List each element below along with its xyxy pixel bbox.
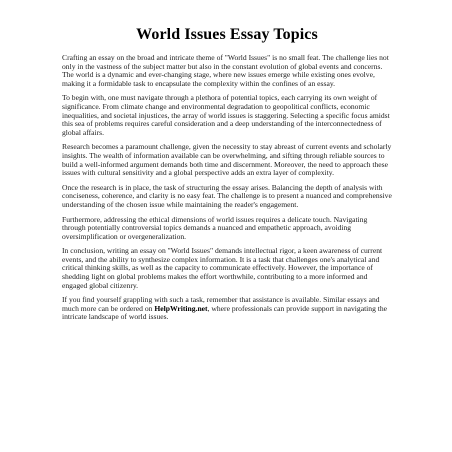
paragraph-structure: Once the research is in place, the task of structuring the essay arises. Balancing the depth of analysis with conciseness, coherence, and clarity is no easy feat. The challenge is to present a nuanced and comprehensive understanding of the chosen issue while maintaining the reader's engagement. — [62, 182, 392, 209]
paragraph-help — [62, 296, 392, 322]
paragraph-conclusion: In conclusion, writing an essay on "World Issues" demands intellectual rigor, a keen awareness of current events, and the ability to synthesize complex information. It is a task that challenges one's analytical and critical thinking skills, as well as the capacity to communicate effectively. However, the importance of shedding light on global problems makes the effort worthwhile, contributing to a more informed and engaged global citizenry. — [62, 246, 383, 290]
paragraph-intro: Crafting an essay on the broad and intricate theme of "World Issues" is no small feat. The challenge lies not only in the vastness of the subject matter but also in the constant evolution of global events and concerns. The world is a dynamic and ever-changing stage, where new issues emerge while existing ones evolve, making it a formidable task to encapsulate the complexity within the confines of an essay. — [62, 53, 389, 88]
paragraph-research: Research becomes a paramount challenge, given the necessity to stay abreast of current events and scholarly insights. The wealth of information available can be overwhelming, and sifting through reliable sources to build a well-informed argument demands both time and discernment. Moreover, the need to approach these issues with cultural sensitivity and a global perspective adds an extra layer of complexity. — [62, 142, 392, 178]
paragraph-topics: To begin with, one must navigate through a plethora of potential topics, each carrying its own weight of significance. From climate change and environmental degradation to geopolitical conflicts, economic inequalities, and societal injustices, the array of world issues is staggering. Selecting a specific focus amidst this sea of problems requires careful consideration and a deep understanding of the interconnectedness of global affairs. — [62, 93, 390, 137]
paragraph-ethics: Furthermore, addressing the ethical dimensions of world issues requires a delicate touch. Navigating through potentially controversial topics demands a nuanced and empathetic approach, avoiding oversimplification or overgeneralization. — [62, 214, 368, 241]
help-text-after: , where professionals can provide support in navigating the intricate landscape of world issues. — [62, 303, 388, 322]
help-text-before: If you find yourself grappling with such a task, remember that assistance is available. Similar essays and much more can be ordered on — [62, 295, 380, 313]
document-title: World Issues Essay Topics — [136, 26, 318, 43]
helpwriting-link[interactable]: HelpWriting.net — [154, 303, 208, 313]
